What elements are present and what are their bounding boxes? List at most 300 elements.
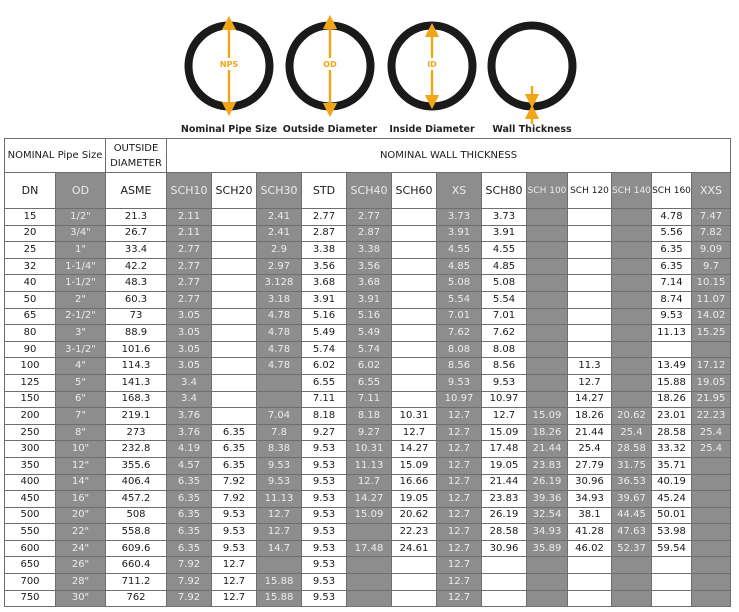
table-cell: 12.7 bbox=[212, 574, 257, 591]
table-cell: 13.49 bbox=[652, 358, 692, 375]
table-cell: 457.2 bbox=[106, 491, 167, 508]
table-cell: 250 bbox=[5, 424, 56, 441]
table-row bbox=[5, 209, 731, 226]
table-cell bbox=[212, 341, 257, 358]
table-cell bbox=[257, 557, 302, 574]
table-cell: 5.56 bbox=[652, 225, 692, 242]
table-cell: 7.11 bbox=[347, 391, 392, 408]
id-diagram bbox=[389, 26, 475, 136]
table-cell: 14.27 bbox=[347, 491, 392, 508]
table-cell: 750 bbox=[5, 590, 56, 607]
column-header: SCH60 bbox=[392, 173, 437, 209]
table-row bbox=[5, 424, 731, 441]
table-row bbox=[5, 457, 731, 474]
table-cell: 3.68 bbox=[302, 275, 347, 292]
table-cell bbox=[612, 209, 652, 226]
table-cell bbox=[392, 209, 437, 226]
table-cell: 44.45 bbox=[612, 507, 652, 524]
table-cell: 12.7 bbox=[347, 474, 392, 491]
table-cell: 7.04 bbox=[257, 408, 302, 425]
table-cell: 7.8 bbox=[257, 424, 302, 441]
table-cell: 80 bbox=[5, 325, 56, 342]
table-cell bbox=[652, 341, 692, 358]
table-cell: 18.26 bbox=[652, 391, 692, 408]
table-cell: 4.78 bbox=[257, 341, 302, 358]
table-cell bbox=[692, 590, 731, 607]
table-cell bbox=[527, 225, 568, 242]
table-cell bbox=[392, 258, 437, 275]
table-cell: 12.7 bbox=[437, 557, 482, 574]
table-cell: 12.7 bbox=[482, 408, 527, 425]
table-cell: 25.4 bbox=[568, 441, 612, 458]
table-cell: 30.96 bbox=[482, 540, 527, 557]
table-cell: 3.73 bbox=[437, 209, 482, 226]
table-cell bbox=[692, 507, 731, 524]
nominal-wall-thickness-header: NOMINAL WALL THICKNESS bbox=[167, 139, 731, 173]
table-cell: 12" bbox=[56, 457, 106, 474]
table-cell: 15.09 bbox=[482, 424, 527, 441]
table-cell: 41.28 bbox=[568, 524, 612, 541]
table-cell: 22.23 bbox=[692, 408, 731, 425]
table-cell: 6.02 bbox=[347, 358, 392, 375]
table-cell: 5.49 bbox=[302, 325, 347, 342]
table-cell: 12.7 bbox=[437, 457, 482, 474]
table-cell: 32.54 bbox=[527, 507, 568, 524]
table-cell: 73 bbox=[106, 308, 167, 325]
table-cell: 9.09 bbox=[692, 242, 731, 259]
table-cell: 5.08 bbox=[437, 275, 482, 292]
od-diagram bbox=[283, 22, 378, 135]
table-cell: 200 bbox=[5, 408, 56, 425]
table-cell: 7.92 bbox=[167, 557, 212, 574]
table-cell: 10.97 bbox=[482, 391, 527, 408]
table-cell: 2.77 bbox=[347, 209, 392, 226]
table-cell: 12.7 bbox=[257, 507, 302, 524]
table-cell: 3.56 bbox=[347, 258, 392, 275]
table-cell bbox=[568, 574, 612, 591]
table-cell bbox=[527, 258, 568, 275]
table-cell: 400 bbox=[5, 474, 56, 491]
table-cell: 23.01 bbox=[652, 408, 692, 425]
table-cell: 141.3 bbox=[106, 374, 167, 391]
table-cell: 65 bbox=[5, 308, 56, 325]
table-cell: 32 bbox=[5, 258, 56, 275]
table-cell: 5.16 bbox=[347, 308, 392, 325]
table-cell: 12.7 bbox=[437, 474, 482, 491]
table-cell: 3.05 bbox=[167, 308, 212, 325]
table-cell: 3.76 bbox=[167, 424, 212, 441]
table-cell: 3.76 bbox=[167, 408, 212, 425]
table-cell: 15.25 bbox=[692, 325, 731, 342]
table-cell: 12.7 bbox=[437, 524, 482, 541]
table-cell bbox=[392, 358, 437, 375]
table-cell bbox=[392, 374, 437, 391]
table-cell: 700 bbox=[5, 574, 56, 591]
table-cell bbox=[568, 225, 612, 242]
table-cell bbox=[568, 341, 612, 358]
table-cell bbox=[347, 590, 392, 607]
table-cell bbox=[568, 291, 612, 308]
table-cell: 12.7 bbox=[437, 491, 482, 508]
table-cell: 9.53 bbox=[302, 507, 347, 524]
table-cell: 5.54 bbox=[482, 291, 527, 308]
table-cell bbox=[612, 242, 652, 259]
table-cell: 28.58 bbox=[652, 424, 692, 441]
table-cell: 10.31 bbox=[347, 441, 392, 458]
column-header-row bbox=[5, 173, 731, 209]
table-cell: 3.128 bbox=[257, 275, 302, 292]
table-cell: 28" bbox=[56, 574, 106, 591]
table-cell: 3.18 bbox=[257, 291, 302, 308]
id-label: ID bbox=[427, 60, 437, 69]
table-cell: 2.77 bbox=[167, 275, 212, 292]
table-cell: 21.44 bbox=[527, 441, 568, 458]
table-cell bbox=[612, 308, 652, 325]
table-row bbox=[5, 590, 731, 607]
table-cell: 33.32 bbox=[652, 441, 692, 458]
table-cell: 762 bbox=[106, 590, 167, 607]
table-cell: 168.3 bbox=[106, 391, 167, 408]
table-cell: 2.77 bbox=[302, 209, 347, 226]
table-row bbox=[5, 474, 731, 491]
table-cell: 9.53 bbox=[482, 374, 527, 391]
od-label: OD bbox=[323, 60, 337, 69]
table-cell: 8.74 bbox=[652, 291, 692, 308]
table-cell: 48.3 bbox=[106, 275, 167, 292]
table-cell: 2" bbox=[56, 291, 106, 308]
table-cell: 3.91 bbox=[347, 291, 392, 308]
table-cell: 1-1/2" bbox=[56, 275, 106, 292]
table-cell: 36.53 bbox=[612, 474, 652, 491]
column-header: SCH 160 bbox=[652, 173, 692, 209]
table-cell: 9.53 bbox=[437, 374, 482, 391]
table-cell: 11.07 bbox=[692, 291, 731, 308]
table-cell: 1/2" bbox=[56, 209, 106, 226]
table-cell: 600 bbox=[5, 540, 56, 557]
table-cell: 2.11 bbox=[167, 209, 212, 226]
table-cell: 20.62 bbox=[612, 408, 652, 425]
table-cell: 9.53 bbox=[302, 441, 347, 458]
column-header: OD bbox=[56, 173, 106, 209]
table-cell: 26.19 bbox=[527, 474, 568, 491]
table-cell: 25 bbox=[5, 242, 56, 259]
table-cell: 25.4 bbox=[612, 424, 652, 441]
table-cell: 6.35 bbox=[167, 507, 212, 524]
table-cell: 9.27 bbox=[302, 424, 347, 441]
table-cell: 14.02 bbox=[692, 308, 731, 325]
table-cell bbox=[612, 557, 652, 574]
table-cell bbox=[212, 325, 257, 342]
table-cell bbox=[392, 391, 437, 408]
table-cell bbox=[392, 557, 437, 574]
table-cell: 2.87 bbox=[347, 225, 392, 242]
table-cell bbox=[692, 524, 731, 541]
outside-diameter-header: OUTSIDE DIAMETER bbox=[106, 139, 167, 173]
table-cell: 4.55 bbox=[437, 242, 482, 259]
pipe-dimension-diagrams bbox=[0, 0, 739, 140]
wall-caption: Wall Thickness bbox=[492, 124, 572, 135]
table-cell bbox=[652, 590, 692, 607]
table-cell: 6.35 bbox=[212, 457, 257, 474]
table-cell: 19.05 bbox=[392, 491, 437, 508]
table-cell: 5.08 bbox=[482, 275, 527, 292]
table-cell: 15.88 bbox=[652, 374, 692, 391]
table-cell: 39.36 bbox=[527, 491, 568, 508]
table-cell: 8.56 bbox=[437, 358, 482, 375]
table-cell: 11.13 bbox=[257, 491, 302, 508]
column-header: SCH10 bbox=[167, 173, 212, 209]
table-cell: 4" bbox=[56, 358, 106, 375]
table-cell: 609.6 bbox=[106, 540, 167, 557]
table-cell: 12.7 bbox=[437, 441, 482, 458]
table-cell: 45.24 bbox=[652, 491, 692, 508]
table-cell bbox=[692, 491, 731, 508]
table-cell: 12.7 bbox=[212, 590, 257, 607]
table-cell: 500 bbox=[5, 507, 56, 524]
table-cell: 450 bbox=[5, 491, 56, 508]
table-cell: 7.92 bbox=[167, 574, 212, 591]
table-cell: 3.38 bbox=[347, 242, 392, 259]
table-cell bbox=[527, 358, 568, 375]
table-cell: 2.77 bbox=[167, 258, 212, 275]
table-cell: 46.02 bbox=[568, 540, 612, 557]
table-cell: 3.56 bbox=[302, 258, 347, 275]
table-cell: 2.77 bbox=[167, 242, 212, 259]
table-cell: 3.4 bbox=[167, 391, 212, 408]
table-cell: 15.09 bbox=[527, 408, 568, 425]
table-cell bbox=[692, 341, 731, 358]
table-cell: 6.02 bbox=[302, 358, 347, 375]
table-cell: 10.15 bbox=[692, 275, 731, 292]
table-cell: 219.1 bbox=[106, 408, 167, 425]
table-cell bbox=[692, 557, 731, 574]
table-cell: 8.08 bbox=[482, 341, 527, 358]
table-cell bbox=[527, 308, 568, 325]
table-cell bbox=[612, 374, 652, 391]
table-cell: 18.26 bbox=[527, 424, 568, 441]
table-cell: 9.53 bbox=[212, 524, 257, 541]
table-cell: 90 bbox=[5, 341, 56, 358]
table-cell: 20 bbox=[5, 225, 56, 242]
table-cell: 11.13 bbox=[347, 457, 392, 474]
table-cell: 7.01 bbox=[437, 308, 482, 325]
table-cell: 10.97 bbox=[437, 391, 482, 408]
table-cell: 12.7 bbox=[392, 424, 437, 441]
column-header: ASME bbox=[106, 173, 167, 209]
table-cell bbox=[612, 574, 652, 591]
table-cell: 26" bbox=[56, 557, 106, 574]
table-cell: 6.35 bbox=[652, 242, 692, 259]
table-cell: 16.66 bbox=[392, 474, 437, 491]
table-cell: 27.79 bbox=[568, 457, 612, 474]
table-cell bbox=[527, 557, 568, 574]
table-cell: 12.7 bbox=[437, 574, 482, 591]
table-cell: 5" bbox=[56, 374, 106, 391]
table-cell: 7.47 bbox=[692, 209, 731, 226]
table-cell: 3.91 bbox=[302, 291, 347, 308]
table-cell bbox=[212, 408, 257, 425]
table-cell: 3.73 bbox=[482, 209, 527, 226]
table-cell: 6.35 bbox=[167, 524, 212, 541]
table-cell bbox=[692, 457, 731, 474]
table-cell: 14.27 bbox=[568, 391, 612, 408]
table-cell: 7.14 bbox=[652, 275, 692, 292]
table-cell: 8.38 bbox=[257, 441, 302, 458]
table-cell: 21.95 bbox=[692, 391, 731, 408]
table-cell: 7.82 bbox=[692, 225, 731, 242]
table-cell: 2.41 bbox=[257, 225, 302, 242]
table-cell bbox=[692, 474, 731, 491]
table-cell: 14" bbox=[56, 474, 106, 491]
table-cell bbox=[612, 325, 652, 342]
table-cell: 59.54 bbox=[652, 540, 692, 557]
table-cell bbox=[392, 590, 437, 607]
table-cell: 3" bbox=[56, 325, 106, 342]
table-cell bbox=[392, 325, 437, 342]
table-cell bbox=[347, 524, 392, 541]
table-cell: 12.7 bbox=[257, 524, 302, 541]
table-row bbox=[5, 325, 731, 342]
table-cell bbox=[692, 540, 731, 557]
table-cell: 25.4 bbox=[692, 441, 731, 458]
table-cell: 6.55 bbox=[347, 374, 392, 391]
table-cell: 38.1 bbox=[568, 507, 612, 524]
nominal-pipe-size-header: NOMINAL Pipe Size bbox=[5, 139, 106, 173]
table-cell: 35.89 bbox=[527, 540, 568, 557]
table-cell: 8.18 bbox=[302, 408, 347, 425]
table-cell: 355.6 bbox=[106, 457, 167, 474]
table-cell: 7.92 bbox=[212, 474, 257, 491]
table-cell: 15.88 bbox=[257, 590, 302, 607]
table-row bbox=[5, 557, 731, 574]
table-cell: 6.35 bbox=[167, 491, 212, 508]
table-cell bbox=[612, 258, 652, 275]
table-cell bbox=[212, 291, 257, 308]
table-cell: 5.49 bbox=[347, 325, 392, 342]
table-cell bbox=[568, 209, 612, 226]
table-cell: 14.27 bbox=[392, 441, 437, 458]
table-cell bbox=[568, 557, 612, 574]
table-cell bbox=[482, 590, 527, 607]
table-cell: 40 bbox=[5, 275, 56, 292]
table-cell: 50.01 bbox=[652, 507, 692, 524]
table-cell: 3.05 bbox=[167, 358, 212, 375]
wall-thickness-diagram bbox=[492, 26, 573, 136]
table-cell: 7.11 bbox=[302, 391, 347, 408]
table-cell: 18.26 bbox=[568, 408, 612, 425]
table-cell: 1" bbox=[56, 242, 106, 259]
table-cell: 21.3 bbox=[106, 209, 167, 226]
table-cell: 50 bbox=[5, 291, 56, 308]
table-cell: 5.16 bbox=[302, 308, 347, 325]
table-cell bbox=[612, 391, 652, 408]
table-cell bbox=[527, 574, 568, 591]
table-row bbox=[5, 524, 731, 541]
table-cell: 8.18 bbox=[347, 408, 392, 425]
table-cell: 3.38 bbox=[302, 242, 347, 259]
table-cell: 40.19 bbox=[652, 474, 692, 491]
column-header: XS bbox=[437, 173, 482, 209]
pipe-schedule-table bbox=[4, 138, 731, 607]
table-cell: 17.48 bbox=[347, 540, 392, 557]
table-cell: 9.53 bbox=[302, 590, 347, 607]
table-cell bbox=[212, 225, 257, 242]
table-cell: 12.7 bbox=[212, 557, 257, 574]
table-row bbox=[5, 341, 731, 358]
table-cell: 15 bbox=[5, 209, 56, 226]
table-cell: 9.53 bbox=[302, 457, 347, 474]
table-cell bbox=[568, 242, 612, 259]
table-body bbox=[5, 209, 731, 607]
column-header: SCH20 bbox=[212, 173, 257, 209]
table-cell bbox=[392, 341, 437, 358]
column-header: SCH 120 bbox=[568, 173, 612, 209]
column-header: SCH30 bbox=[257, 173, 302, 209]
table-cell: 7" bbox=[56, 408, 106, 425]
table-cell: 3.4 bbox=[167, 374, 212, 391]
table-row bbox=[5, 574, 731, 591]
table-cell: 5.54 bbox=[437, 291, 482, 308]
table-cell: 14.7 bbox=[257, 540, 302, 557]
table-row bbox=[5, 225, 731, 242]
table-cell bbox=[568, 590, 612, 607]
table-cell bbox=[527, 209, 568, 226]
table-cell: 4.85 bbox=[437, 258, 482, 275]
table-cell: 12.7 bbox=[568, 374, 612, 391]
table-cell bbox=[652, 557, 692, 574]
table-cell bbox=[612, 341, 652, 358]
table-cell: 17.48 bbox=[482, 441, 527, 458]
table-row bbox=[5, 408, 731, 425]
table-cell: 100 bbox=[5, 358, 56, 375]
table-cell: 2.9 bbox=[257, 242, 302, 259]
table-cell: 558.8 bbox=[106, 524, 167, 541]
table-cell: 9.53 bbox=[212, 507, 257, 524]
table-row bbox=[5, 291, 731, 308]
table-row bbox=[5, 540, 731, 557]
table-cell: 300 bbox=[5, 441, 56, 458]
table-cell: 35.71 bbox=[652, 457, 692, 474]
table-cell: 2.41 bbox=[257, 209, 302, 226]
table-cell: 17.12 bbox=[692, 358, 731, 375]
table-cell: 6.35 bbox=[167, 474, 212, 491]
table-cell bbox=[568, 275, 612, 292]
table-cell: 3.68 bbox=[347, 275, 392, 292]
table-cell bbox=[482, 557, 527, 574]
table-cell: 39.67 bbox=[612, 491, 652, 508]
table-cell: 42.2 bbox=[106, 258, 167, 275]
table-cell: 550 bbox=[5, 524, 56, 541]
table-cell: 3.05 bbox=[167, 341, 212, 358]
table-row bbox=[5, 358, 731, 375]
table-cell: 11.13 bbox=[652, 325, 692, 342]
table-cell: 12.7 bbox=[437, 424, 482, 441]
table-cell bbox=[527, 590, 568, 607]
table-cell: 9.7 bbox=[692, 258, 731, 275]
table-cell: 20" bbox=[56, 507, 106, 524]
table-cell: 9.53 bbox=[257, 474, 302, 491]
table-cell: 19.05 bbox=[692, 374, 731, 391]
table-cell: 21.44 bbox=[482, 474, 527, 491]
table-cell: 12.7 bbox=[437, 408, 482, 425]
table-cell: 4.78 bbox=[652, 209, 692, 226]
table-cell: 9.27 bbox=[347, 424, 392, 441]
table-cell bbox=[212, 308, 257, 325]
table-cell bbox=[652, 574, 692, 591]
table-cell bbox=[568, 258, 612, 275]
table-cell: 2.77 bbox=[167, 291, 212, 308]
table-cell: 232.8 bbox=[106, 441, 167, 458]
